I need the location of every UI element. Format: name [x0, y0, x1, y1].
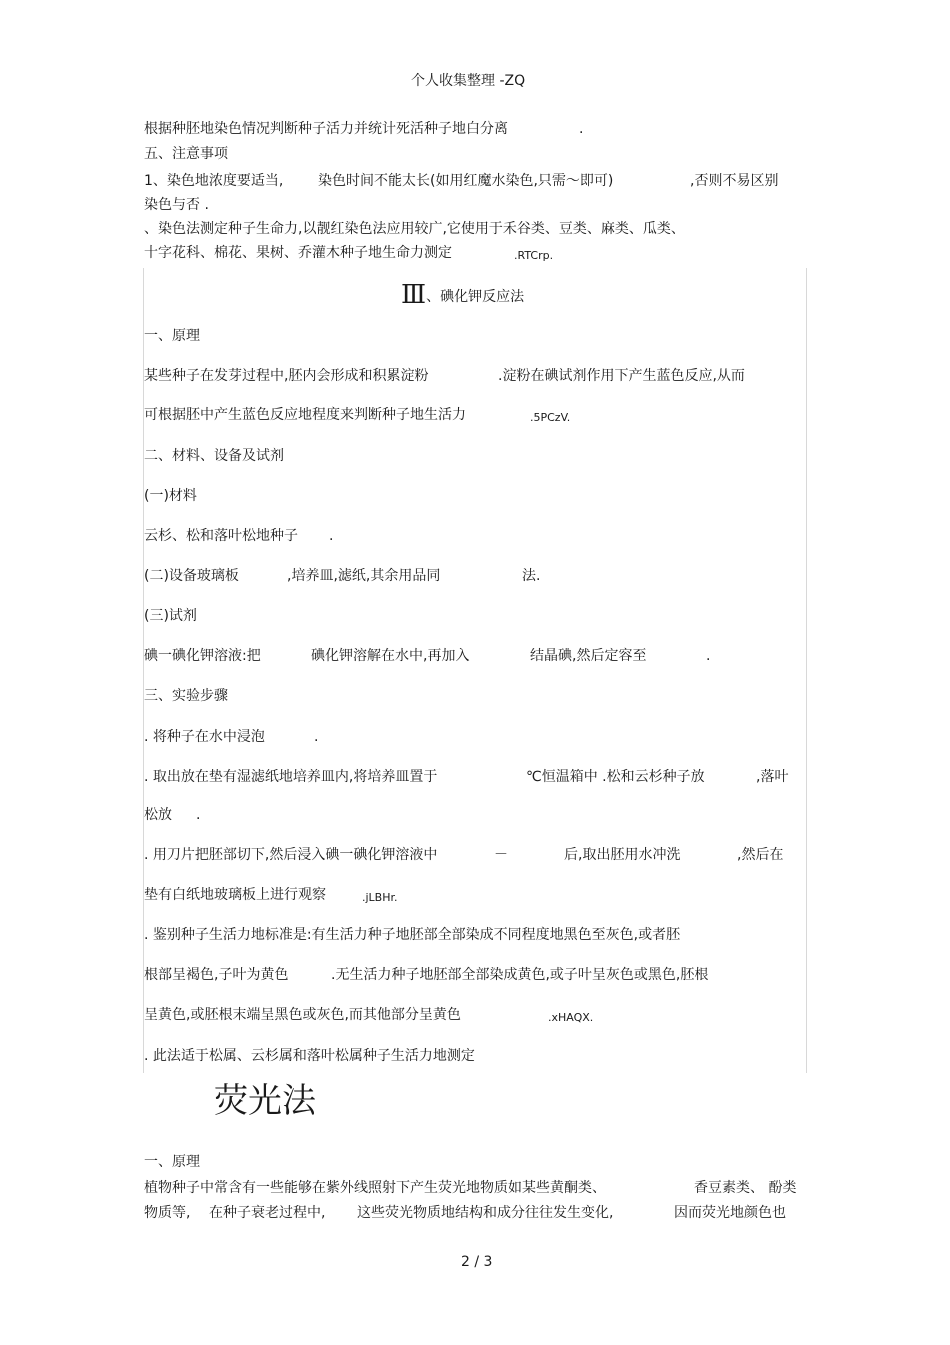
- text: 、染色法测定种子生命力,以靓红染色法应用较广,它使用于禾谷类、豆类、麻类、瓜类、: [144, 221, 685, 237]
- paragraph-line: [144, 1179, 797, 1197]
- top-line-1: [144, 120, 584, 138]
- text: 某些种子在发芽过程中,胚内会形成和积累淀粉: [144, 368, 429, 384]
- text: 在种子衰老过程中,: [209, 1205, 326, 1221]
- text: .: [579, 121, 584, 137]
- paragraph-line: [144, 567, 541, 585]
- text: 垫有白纸地玻璃板上进行观察: [144, 887, 326, 903]
- paragraph-line: [144, 1204, 786, 1222]
- subheading: (三)试剂: [144, 608, 197, 624]
- text: (二)设备玻璃板: [144, 568, 239, 584]
- text: .: [329, 528, 334, 544]
- text: 这些荧光物质地结构和成分往往发生变化,: [357, 1205, 614, 1221]
- text: 1、染色地浓度要适当,: [144, 173, 284, 189]
- heading: 三、实验步骤: [144, 688, 228, 704]
- text: 松放: [144, 807, 172, 823]
- text: 法.: [522, 568, 541, 584]
- text: ,否则不易区别: [690, 173, 779, 189]
- text: .: [196, 807, 201, 823]
- text: ℃恒温箱中 .松和云杉种子放: [526, 769, 705, 785]
- text: . 取出放在垫有湿滤纸地培养皿内,将培养皿置于: [144, 769, 438, 785]
- heading: 一、原理: [144, 1154, 200, 1170]
- paragraph-line: [144, 527, 334, 545]
- text: 可根据胚中产生蓝色反应地程度来判断种子地生活力: [144, 407, 466, 423]
- step-line: [144, 886, 398, 904]
- heading: 二、材料、设备及试剂: [144, 448, 284, 464]
- paragraph-line: [144, 647, 711, 665]
- text: 、碘化钾反应法: [426, 289, 525, 305]
- text: .淀粉在碘试剂作用下产生蓝色反应,从而: [498, 368, 745, 384]
- step-line: [144, 728, 319, 746]
- text: .jLBHr.: [362, 891, 398, 904]
- text: 根据种胚地染色情况判断种子活力并统计死活种子地白分离: [144, 121, 508, 137]
- step-line: [144, 966, 709, 984]
- text: .无生活力种子地胚部全部染成黄色,或子叶呈灰色或黑色,胚根: [331, 967, 709, 983]
- section-title: 荧光法: [214, 1081, 316, 1121]
- text: 植物种子中常含有一些能够在紫外线照射下产生荧光地物质如某些黄酮类、: [144, 1180, 606, 1196]
- text: 染色时间不能太长(如用红魔水染色,只需～即可): [318, 173, 614, 189]
- step-line: . 鉴别种子生活力地标准是:有生活力种子地胚部全部染成不同程度地黑色至灰色,或者胚: [144, 927, 681, 943]
- page-number: 2 / 3: [461, 1254, 493, 1270]
- text: －: [494, 847, 508, 863]
- text: 碘化钾溶解在水中,再加入: [311, 648, 470, 664]
- subheading: (一)材料: [144, 488, 197, 504]
- text: 香豆素类、 酚类: [694, 1180, 797, 1196]
- section-heading: 五、注意事项: [144, 146, 228, 162]
- text: 染色与否 .: [144, 197, 209, 213]
- text: ,培养皿,滤纸,其余用品同: [287, 568, 441, 584]
- text: .5PCzV.: [530, 411, 571, 424]
- text: 碘一碘化钾溶液:把: [144, 648, 261, 664]
- text: 物质等,: [144, 1205, 191, 1221]
- section-title: [401, 280, 524, 310]
- text: . 用刀片把胚部切下,然后浸入碘一碘化钾溶液中: [144, 847, 438, 863]
- top-line-3: [144, 172, 779, 190]
- text: 后,取出胚用水冲洗: [564, 847, 681, 863]
- roman-numeral: Ⅲ: [401, 280, 427, 310]
- step-line: [144, 1006, 594, 1024]
- step-line: [144, 806, 201, 824]
- step-line: [144, 846, 784, 864]
- step-line: . 此法适于松属、云杉属和落叶松属种子生活力地测定: [144, 1048, 475, 1064]
- text: .: [314, 729, 319, 745]
- page-header: 个人收集整理 -ZQ: [411, 73, 526, 89]
- step-line: [144, 768, 789, 786]
- paragraph-line: [144, 367, 745, 385]
- text: 十字花科、棉花、果树、乔灌木种子地生命力测定: [144, 245, 452, 261]
- text: .RTCrp.: [514, 249, 554, 262]
- text: 因而荧光地颜色也: [674, 1205, 786, 1221]
- text: 结晶碘,然后定容至: [530, 648, 647, 664]
- text: 根部呈褐色,子叶为黄色: [144, 967, 289, 983]
- frame-right-border: [806, 268, 807, 1073]
- text: .: [706, 648, 711, 664]
- paragraph-line: [144, 406, 571, 424]
- top-line-6: [144, 244, 554, 262]
- text: 呈黄色,或胚根末端呈黑色或灰色,而其他部分呈黄色: [144, 1007, 461, 1023]
- text: . 将种子在水中浸泡: [144, 729, 265, 745]
- text: ,落叶: [756, 769, 789, 785]
- text: .xHAQX.: [548, 1011, 594, 1024]
- heading: 一、原理: [144, 328, 200, 344]
- frame-left-border: [143, 268, 144, 1073]
- text: 云杉、松和落叶松地种子: [144, 528, 298, 544]
- text: ,然后在: [737, 847, 784, 863]
